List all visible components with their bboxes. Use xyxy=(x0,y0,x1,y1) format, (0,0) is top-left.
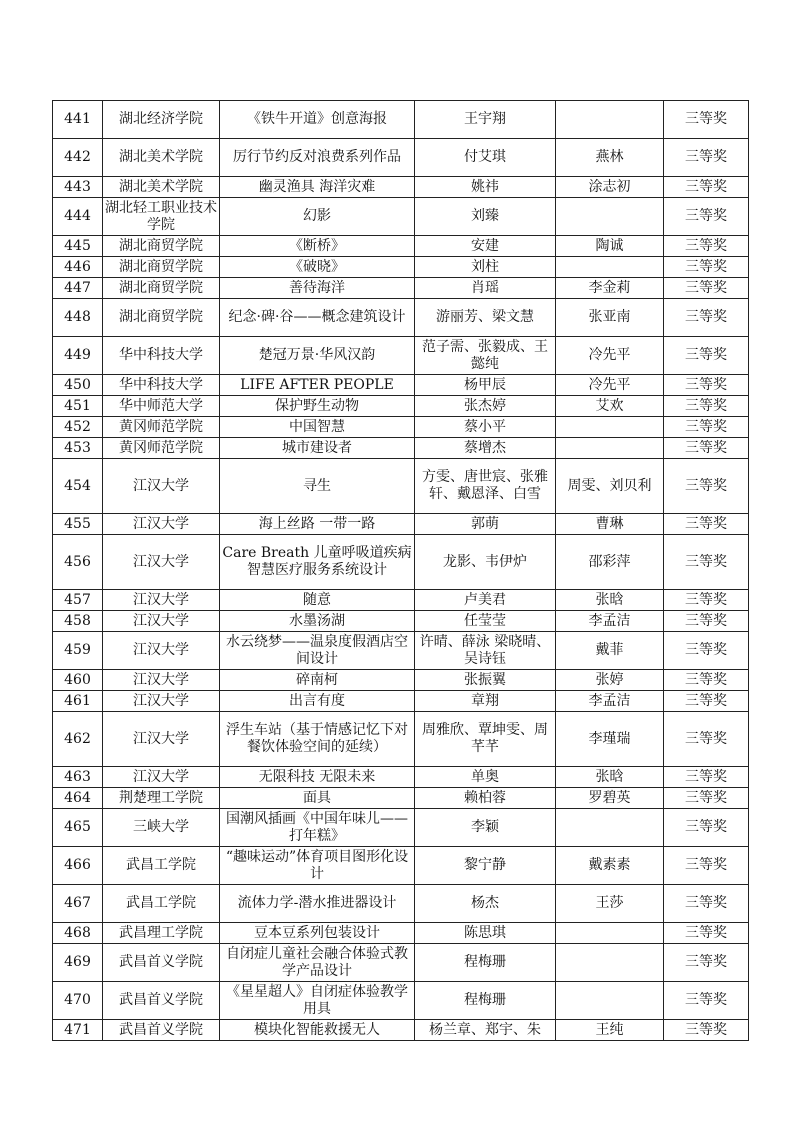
cell-students: 程梅珊 xyxy=(415,944,556,982)
cell-work-title: 寻生 xyxy=(220,459,415,514)
cell-school: 江汉大学 xyxy=(103,691,220,712)
cell-number: 464 xyxy=(53,788,103,809)
cell-number: 447 xyxy=(53,278,103,299)
cell-school: 湖北美术学院 xyxy=(103,177,220,198)
cell-number: 443 xyxy=(53,177,103,198)
cell-students: 黎宁静 xyxy=(415,847,556,885)
cell-school: 武昌工学院 xyxy=(103,885,220,923)
cell-school: 荆楚理工学院 xyxy=(103,788,220,809)
cell-award: 三等奖 xyxy=(664,632,749,670)
cell-students: 许晴、薛泳 梁晓晴、吴诗钰 xyxy=(415,632,556,670)
cell-award: 三等奖 xyxy=(664,809,749,847)
cell-students: 付艾琪 xyxy=(415,139,556,177)
cell-award: 三等奖 xyxy=(664,257,749,278)
cell-students: 赖柏蓉 xyxy=(415,788,556,809)
cell-award: 三等奖 xyxy=(664,1020,749,1041)
cell-teacher: 涂志初 xyxy=(556,177,664,198)
cell-work-title: 《星星超人》自闭症体验教学用具 xyxy=(220,982,415,1020)
cell-award: 三等奖 xyxy=(664,236,749,257)
table-row xyxy=(53,1020,749,1041)
cell-school: 江汉大学 xyxy=(103,632,220,670)
cell-award: 三等奖 xyxy=(664,438,749,459)
cell-school: 江汉大学 xyxy=(103,459,220,514)
cell-award: 三等奖 xyxy=(664,198,749,236)
cell-school: 华中师范大学 xyxy=(103,396,220,417)
table-row xyxy=(53,236,749,257)
awards-table xyxy=(52,100,749,1041)
cell-school: 湖北美术学院 xyxy=(103,139,220,177)
cell-number: 452 xyxy=(53,417,103,438)
table-row xyxy=(53,712,749,767)
cell-teacher: 戴菲 xyxy=(556,632,664,670)
table-row xyxy=(53,438,749,459)
table-row xyxy=(53,257,749,278)
cell-students: 刘臻 xyxy=(415,198,556,236)
cell-work-title: 《铁牛开道》创意海报 xyxy=(220,101,415,139)
cell-work-title: 自闭症儿童社会融合体验式教学产品设计 xyxy=(220,944,415,982)
cell-number: 467 xyxy=(53,885,103,923)
table-row xyxy=(53,139,749,177)
cell-number: 463 xyxy=(53,767,103,788)
cell-award: 三等奖 xyxy=(664,691,749,712)
cell-award: 三等奖 xyxy=(664,337,749,375)
cell-number: 441 xyxy=(53,101,103,139)
table-row xyxy=(53,923,749,944)
cell-work-title: 水墨汤湖 xyxy=(220,611,415,632)
table-row xyxy=(53,982,749,1020)
cell-award: 三等奖 xyxy=(664,459,749,514)
cell-work-title: 中国智慧 xyxy=(220,417,415,438)
cell-school: 湖北商贸学院 xyxy=(103,278,220,299)
cell-students: 陈思琪 xyxy=(415,923,556,944)
table-row xyxy=(53,767,749,788)
table-row xyxy=(53,459,749,514)
cell-school: 江汉大学 xyxy=(103,712,220,767)
cell-teacher xyxy=(556,438,664,459)
cell-number: 444 xyxy=(53,198,103,236)
cell-students: 章翔 xyxy=(415,691,556,712)
cell-school: 江汉大学 xyxy=(103,670,220,691)
cell-teacher: 李孟洁 xyxy=(556,691,664,712)
cell-school: 黄冈师范学院 xyxy=(103,417,220,438)
cell-teacher: 张婷 xyxy=(556,670,664,691)
cell-teacher: 王莎 xyxy=(556,885,664,923)
cell-students: 方雯、唐世宸、张雅轩、戴恩泽、白雪 xyxy=(415,459,556,514)
cell-award: 三等奖 xyxy=(664,767,749,788)
cell-number: 445 xyxy=(53,236,103,257)
cell-number: 459 xyxy=(53,632,103,670)
cell-award: 三等奖 xyxy=(664,299,749,337)
table-row xyxy=(53,691,749,712)
cell-work-title: 浮生车站（基于情感记忆下对餐饮体验空间的延续） xyxy=(220,712,415,767)
cell-work-title: Care Breath 儿童呼吸道疾病智慧医疗服务系统设计 xyxy=(220,535,415,590)
cell-school: 湖北商贸学院 xyxy=(103,236,220,257)
cell-teacher: 冷先平 xyxy=(556,375,664,396)
cell-teacher xyxy=(556,944,664,982)
table-row xyxy=(53,337,749,375)
table-row xyxy=(53,396,749,417)
cell-work-title: LIFE AFTER PEOPLE xyxy=(220,375,415,396)
table-row xyxy=(53,177,749,198)
cell-work-title: 城市建设者 xyxy=(220,438,415,459)
cell-award: 三等奖 xyxy=(664,375,749,396)
cell-number: 460 xyxy=(53,670,103,691)
cell-teacher: 陶诚 xyxy=(556,236,664,257)
cell-award: 三等奖 xyxy=(664,712,749,767)
cell-students: 蔡增杰 xyxy=(415,438,556,459)
cell-work-title: 面具 xyxy=(220,788,415,809)
table-row xyxy=(53,514,749,535)
cell-teacher: 罗碧英 xyxy=(556,788,664,809)
cell-number: 442 xyxy=(53,139,103,177)
table-row xyxy=(53,670,749,691)
cell-number: 466 xyxy=(53,847,103,885)
table-row xyxy=(53,590,749,611)
cell-students: 范子需、张毅成、王懿纯 xyxy=(415,337,556,375)
table-row xyxy=(53,885,749,923)
cell-work-title: 保护野生动物 xyxy=(220,396,415,417)
table-row xyxy=(53,847,749,885)
cell-students: 卢美君 xyxy=(415,590,556,611)
cell-school: 武昌首义学院 xyxy=(103,982,220,1020)
cell-number: 462 xyxy=(53,712,103,767)
cell-teacher: 邵彩萍 xyxy=(556,535,664,590)
table-row xyxy=(53,535,749,590)
cell-work-title: 豆本豆系列包装设计 xyxy=(220,923,415,944)
cell-teacher xyxy=(556,101,664,139)
cell-award: 三等奖 xyxy=(664,611,749,632)
cell-award: 三等奖 xyxy=(664,177,749,198)
cell-school: 江汉大学 xyxy=(103,590,220,611)
cell-teacher: 冷先平 xyxy=(556,337,664,375)
cell-teacher: 燕林 xyxy=(556,139,664,177)
table-row xyxy=(53,632,749,670)
cell-award: 三等奖 xyxy=(664,847,749,885)
cell-award: 三等奖 xyxy=(664,535,749,590)
cell-school: 江汉大学 xyxy=(103,611,220,632)
cell-work-title: 纪念·碑·谷——概念建筑设计 xyxy=(220,299,415,337)
table-row xyxy=(53,611,749,632)
cell-teacher xyxy=(556,809,664,847)
cell-work-title: 《破晓》 xyxy=(220,257,415,278)
cell-students: 李颖 xyxy=(415,809,556,847)
cell-work-title: “趣味运动”体育项目图形化设计 xyxy=(220,847,415,885)
cell-award: 三等奖 xyxy=(664,885,749,923)
cell-work-title: 出言有度 xyxy=(220,691,415,712)
cell-work-title: 幻影 xyxy=(220,198,415,236)
cell-teacher: 艾欢 xyxy=(556,396,664,417)
cell-work-title: 楚冠万景·华风汉韵 xyxy=(220,337,415,375)
cell-award: 三等奖 xyxy=(664,923,749,944)
table-row xyxy=(53,299,749,337)
cell-teacher: 王纯 xyxy=(556,1020,664,1041)
cell-school: 武昌首义学院 xyxy=(103,1020,220,1041)
cell-teacher: 李孟洁 xyxy=(556,611,664,632)
cell-school: 武昌首义学院 xyxy=(103,944,220,982)
cell-students: 游丽芳、梁文慧 xyxy=(415,299,556,337)
cell-school: 武昌理工学院 xyxy=(103,923,220,944)
cell-teacher xyxy=(556,417,664,438)
cell-school: 湖北商贸学院 xyxy=(103,299,220,337)
cell-school: 江汉大学 xyxy=(103,535,220,590)
table-row xyxy=(53,375,749,396)
cell-number: 448 xyxy=(53,299,103,337)
cell-work-title: 随意 xyxy=(220,590,415,611)
cell-school: 武昌工学院 xyxy=(103,847,220,885)
cell-work-title: 国潮风插画《中国年味儿——打年糕》 xyxy=(220,809,415,847)
cell-number: 458 xyxy=(53,611,103,632)
cell-school: 华中科技大学 xyxy=(103,375,220,396)
cell-work-title: 海上丝路 一带一路 xyxy=(220,514,415,535)
table-row xyxy=(53,944,749,982)
cell-work-title: 水云绕梦——温泉度假酒店空间设计 xyxy=(220,632,415,670)
cell-students: 蔡小平 xyxy=(415,417,556,438)
cell-teacher xyxy=(556,923,664,944)
cell-teacher: 周雯、刘贝利 xyxy=(556,459,664,514)
cell-number: 465 xyxy=(53,809,103,847)
cell-students: 安建 xyxy=(415,236,556,257)
cell-students: 王宇翔 xyxy=(415,101,556,139)
cell-students: 龙影、韦伊炉 xyxy=(415,535,556,590)
cell-school: 湖北轻工职业技术学院 xyxy=(103,198,220,236)
cell-teacher: 张晗 xyxy=(556,767,664,788)
cell-school: 湖北经济学院 xyxy=(103,101,220,139)
cell-work-title: 善待海洋 xyxy=(220,278,415,299)
cell-number: 450 xyxy=(53,375,103,396)
cell-students: 程梅珊 xyxy=(415,982,556,1020)
cell-award: 三等奖 xyxy=(664,396,749,417)
cell-school: 江汉大学 xyxy=(103,514,220,535)
cell-number: 451 xyxy=(53,396,103,417)
table-row xyxy=(53,417,749,438)
cell-number: 446 xyxy=(53,257,103,278)
cell-number: 457 xyxy=(53,590,103,611)
cell-work-title: 厉行节约反对浪费系列作品 xyxy=(220,139,415,177)
cell-award: 三等奖 xyxy=(664,514,749,535)
cell-award: 三等奖 xyxy=(664,590,749,611)
awards-table-body xyxy=(53,101,749,1041)
cell-award: 三等奖 xyxy=(664,417,749,438)
cell-award: 三等奖 xyxy=(664,788,749,809)
cell-award: 三等奖 xyxy=(664,278,749,299)
cell-school: 湖北商贸学院 xyxy=(103,257,220,278)
table-row xyxy=(53,278,749,299)
cell-teacher xyxy=(556,982,664,1020)
cell-students: 张振翼 xyxy=(415,670,556,691)
cell-number: 471 xyxy=(53,1020,103,1041)
cell-award: 三等奖 xyxy=(664,982,749,1020)
table-row xyxy=(53,809,749,847)
cell-teacher: 李瑾瑞 xyxy=(556,712,664,767)
cell-students: 单奥 xyxy=(415,767,556,788)
cell-work-title: 碎南柯 xyxy=(220,670,415,691)
cell-students: 任莹莹 xyxy=(415,611,556,632)
cell-work-title: 流体力学-潜水推进器设计 xyxy=(220,885,415,923)
table-row xyxy=(53,101,749,139)
cell-students: 郭萌 xyxy=(415,514,556,535)
cell-teacher: 戴素素 xyxy=(556,847,664,885)
cell-number: 456 xyxy=(53,535,103,590)
cell-students: 肖瑶 xyxy=(415,278,556,299)
cell-number: 468 xyxy=(53,923,103,944)
cell-work-title: 《断桥》 xyxy=(220,236,415,257)
cell-teacher: 张晗 xyxy=(556,590,664,611)
cell-teacher: 李金莉 xyxy=(556,278,664,299)
cell-number: 461 xyxy=(53,691,103,712)
cell-school: 江汉大学 xyxy=(103,767,220,788)
cell-students: 杨杰 xyxy=(415,885,556,923)
cell-school: 三峡大学 xyxy=(103,809,220,847)
table-row xyxy=(53,788,749,809)
cell-teacher: 张亚南 xyxy=(556,299,664,337)
cell-number: 469 xyxy=(53,944,103,982)
cell-award: 三等奖 xyxy=(664,944,749,982)
table-row xyxy=(53,198,749,236)
cell-students: 周雅欣、覃坤雯、周芊芊 xyxy=(415,712,556,767)
cell-award: 三等奖 xyxy=(664,670,749,691)
cell-number: 454 xyxy=(53,459,103,514)
cell-students: 杨兰章、郑宇、朱 xyxy=(415,1020,556,1041)
cell-work-title: 幽灵渔具 海洋灾难 xyxy=(220,177,415,198)
cell-teacher: 曹琳 xyxy=(556,514,664,535)
cell-students: 刘柱 xyxy=(415,257,556,278)
cell-school: 华中科技大学 xyxy=(103,337,220,375)
cell-students: 张杰婷 xyxy=(415,396,556,417)
cell-school: 黄冈师范学院 xyxy=(103,438,220,459)
cell-students: 姚祎 xyxy=(415,177,556,198)
cell-number: 453 xyxy=(53,438,103,459)
cell-number: 455 xyxy=(53,514,103,535)
cell-work-title: 模块化智能救援无人 xyxy=(220,1020,415,1041)
cell-teacher xyxy=(556,198,664,236)
cell-teacher xyxy=(556,257,664,278)
cell-students: 杨甲辰 xyxy=(415,375,556,396)
cell-award: 三等奖 xyxy=(664,101,749,139)
cell-number: 470 xyxy=(53,982,103,1020)
cell-award: 三等奖 xyxy=(664,139,749,177)
cell-number: 449 xyxy=(53,337,103,375)
cell-work-title: 无限科技 无限未来 xyxy=(220,767,415,788)
